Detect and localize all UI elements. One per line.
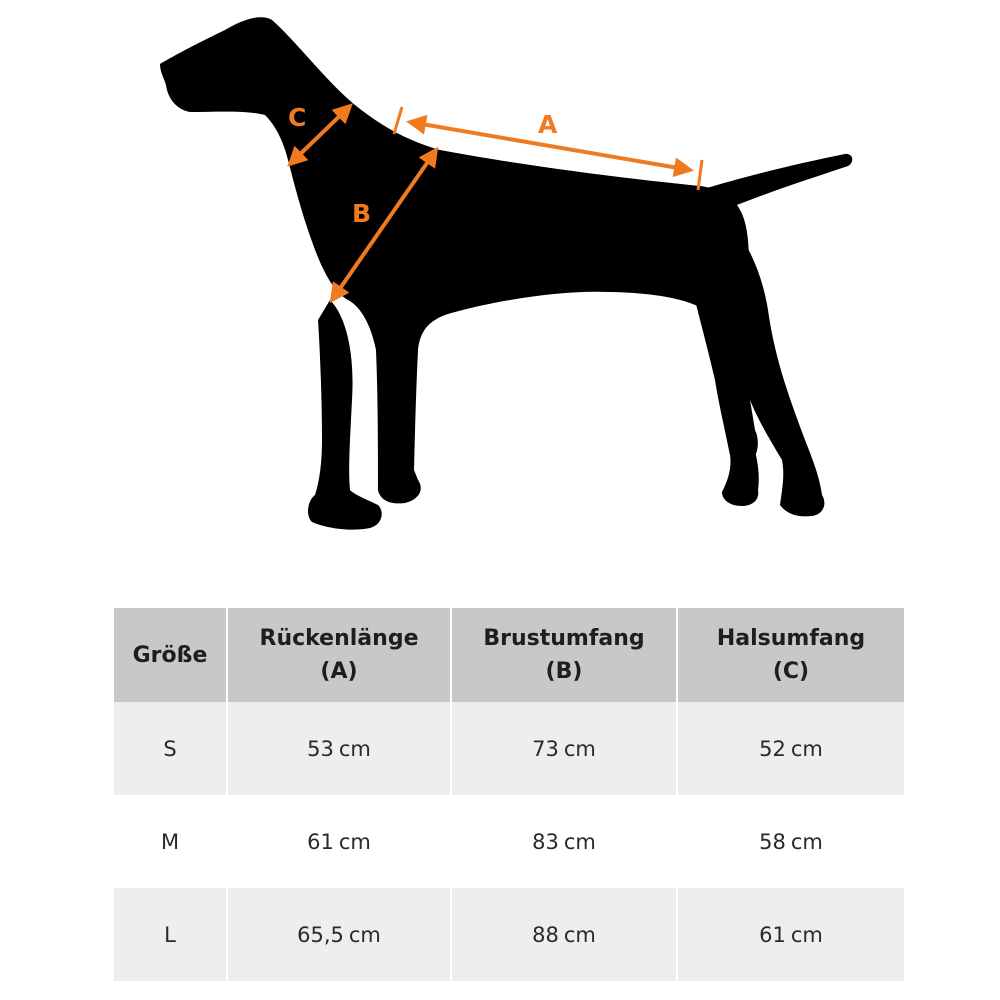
measure-b-label: B bbox=[352, 199, 372, 228]
header-size: Größe bbox=[114, 608, 228, 702]
dog-silhouette-hind-legs bbox=[695, 200, 824, 516]
size-chart-table bbox=[114, 608, 904, 981]
cell-chest-girth: 73 cm bbox=[452, 702, 678, 795]
cell-chest-girth: 88 cm bbox=[452, 888, 678, 981]
cell-size: S bbox=[114, 702, 228, 795]
header-neck-girth: Halsumfang (C) bbox=[678, 608, 904, 702]
cell-back-length: 61 cm bbox=[228, 795, 452, 888]
cell-back-length: 65,5 cm bbox=[228, 888, 452, 981]
dog-silhouette-tail bbox=[700, 154, 852, 215]
cell-chest-girth: 83 cm bbox=[452, 795, 678, 888]
cell-size: L bbox=[114, 888, 228, 981]
cell-size: M bbox=[114, 795, 228, 888]
cell-neck-girth: 52 cm bbox=[678, 702, 904, 795]
dog-silhouette-front-leg bbox=[308, 300, 382, 530]
cell-back-length: 53 cm bbox=[228, 702, 452, 795]
table-row bbox=[114, 795, 904, 888]
measure-a-tick-start bbox=[394, 107, 402, 134]
table-row bbox=[114, 888, 904, 981]
cell-neck-girth: 61 cm bbox=[678, 888, 904, 981]
table-row bbox=[114, 702, 904, 795]
cell-neck-girth: 58 cm bbox=[678, 795, 904, 888]
header-chest-girth: Brustumfang (B) bbox=[452, 608, 678, 702]
measure-a-tick-end bbox=[698, 160, 702, 190]
measure-c-label: C bbox=[288, 103, 307, 132]
header-back-length: Rückenlänge (A) bbox=[228, 608, 452, 702]
measure-a-label: A bbox=[538, 110, 558, 139]
table-header-row bbox=[114, 608, 904, 702]
